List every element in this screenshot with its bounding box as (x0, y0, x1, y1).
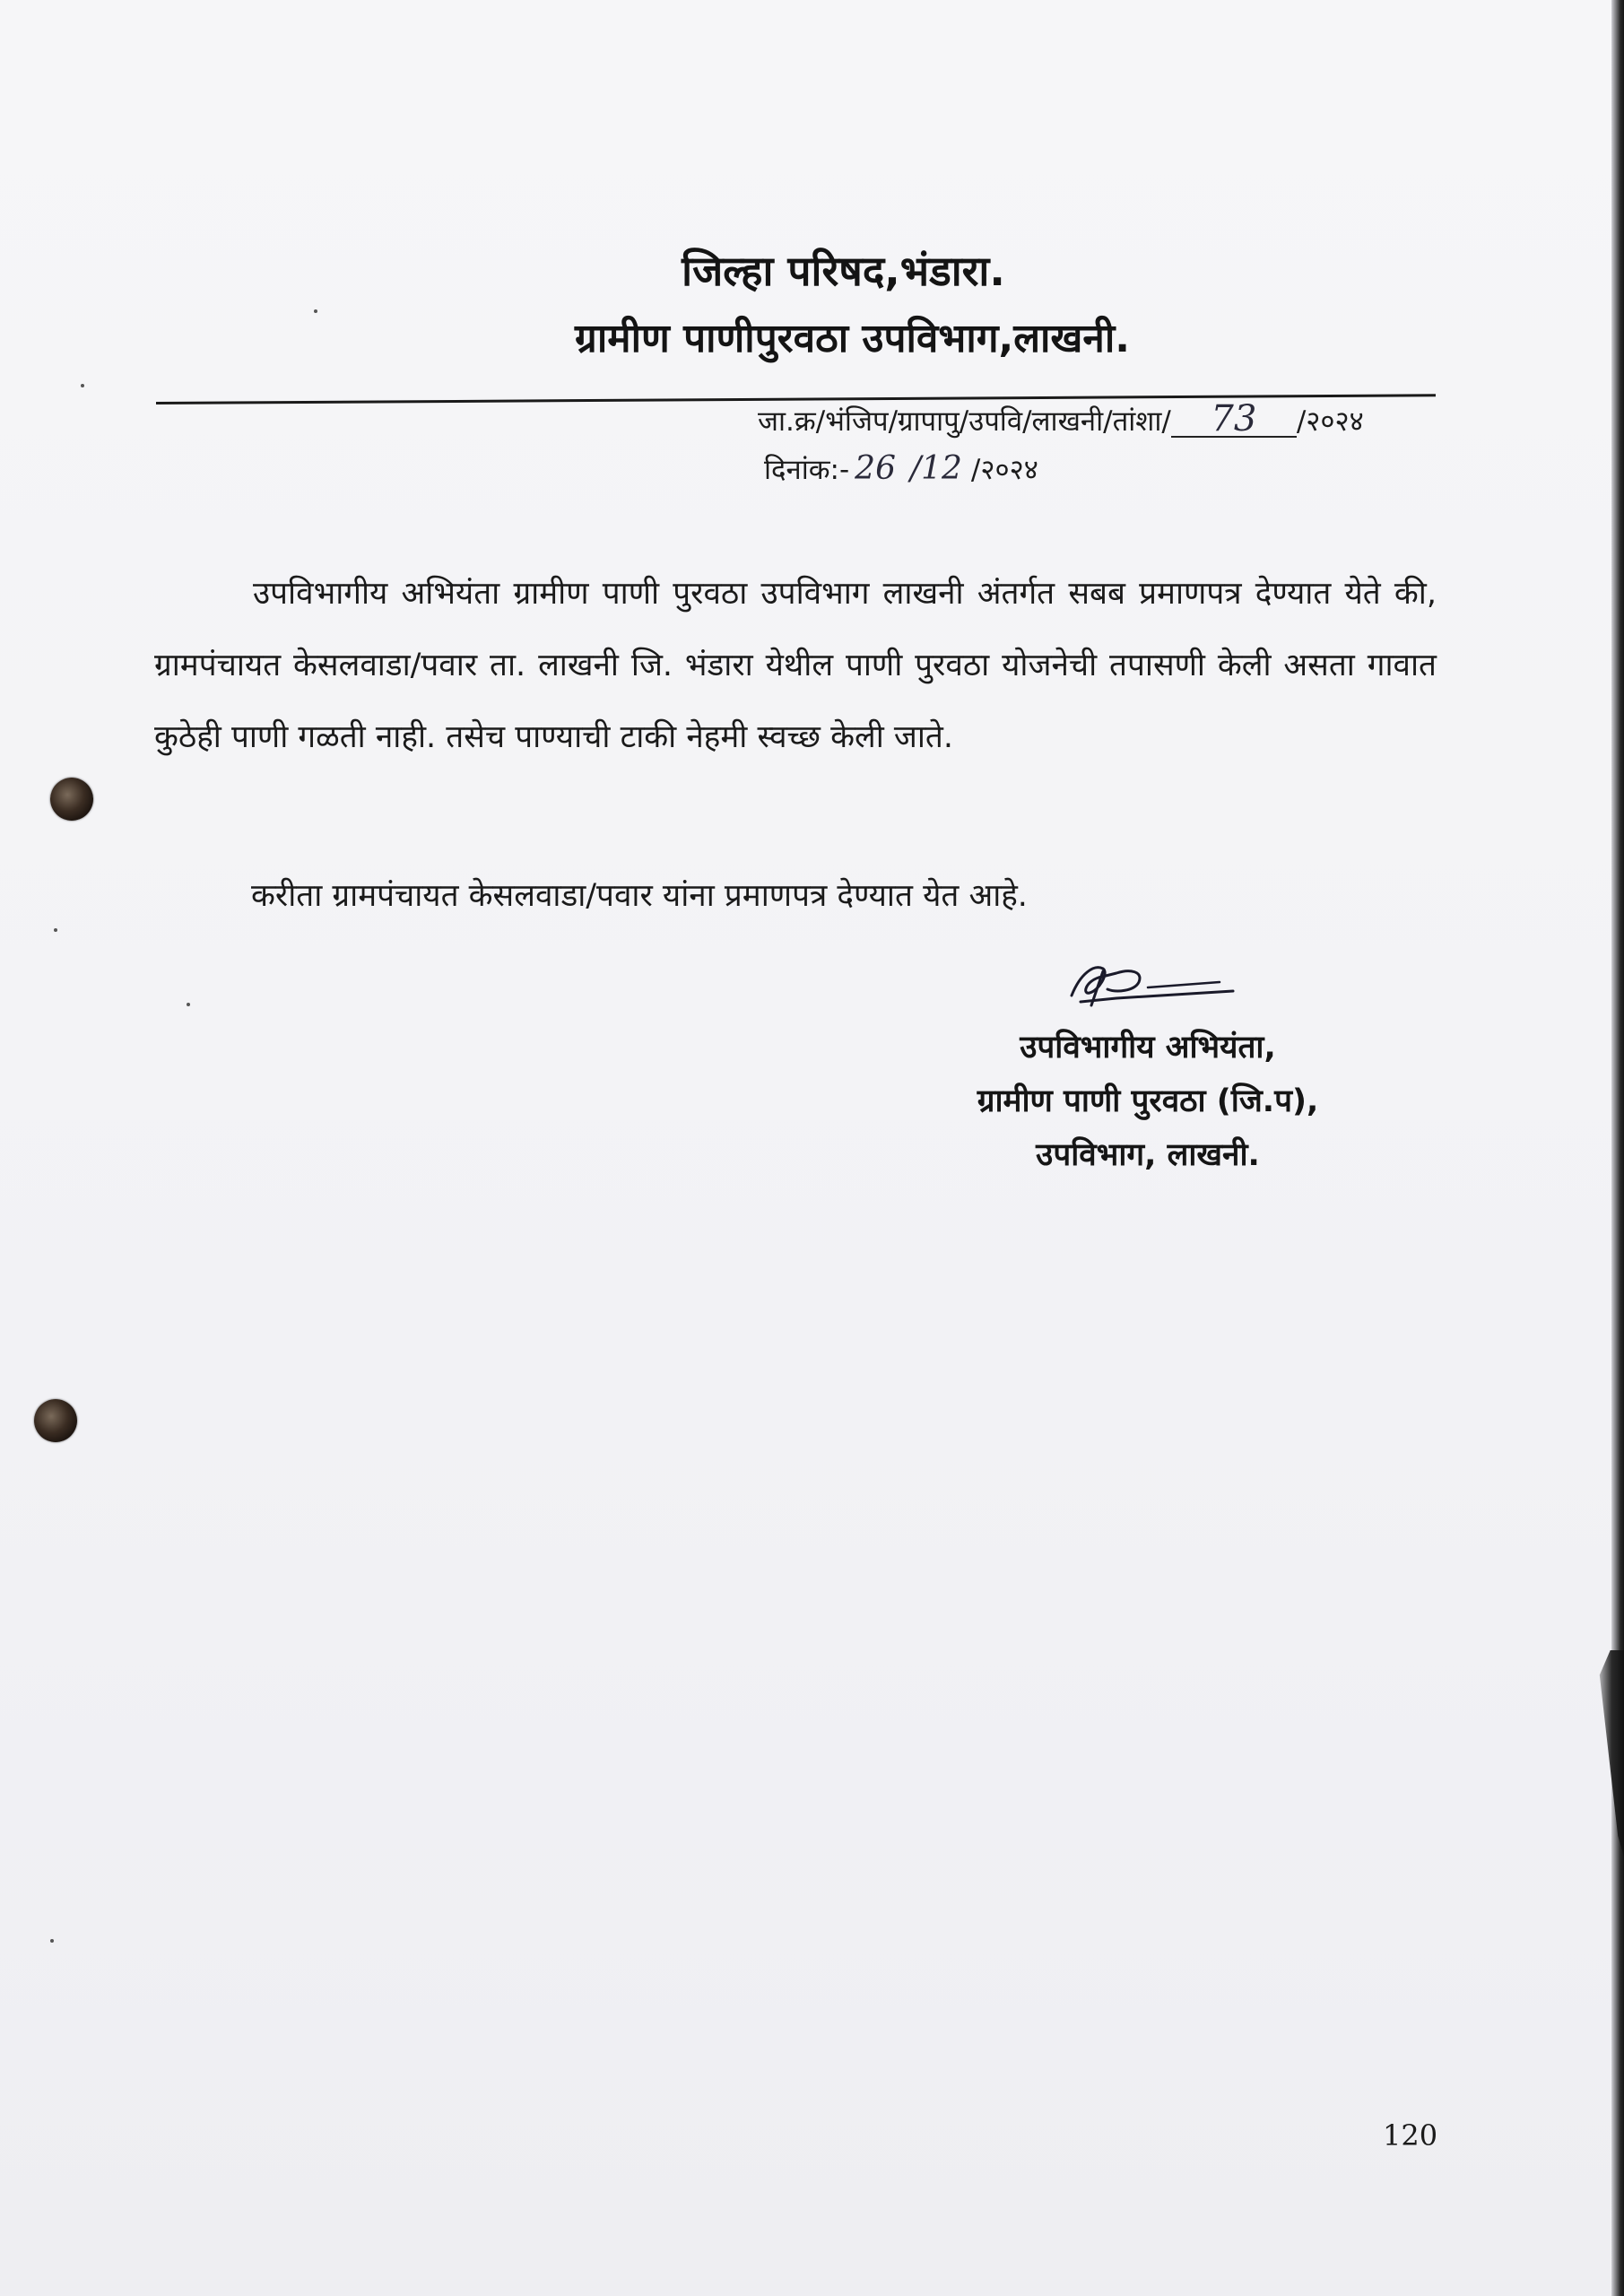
scan-speck (81, 384, 84, 387)
signatory-office: उपविभाग, लाखनी. (1036, 1137, 1260, 1173)
reference-prefix: जा.क्र/भंजिप/ग्रापापु/उपवि/लाखनी/तांशा/ (758, 405, 1171, 438)
body-paragraph-2: करीता ग्रामपंचायत केसलवाडा/पवार यांना प्रमाणपत्र देण्यात येत आहे. (251, 878, 1028, 914)
signatory-block (897, 1021, 1399, 1182)
reference-handwritten-number: 73 (1171, 402, 1297, 438)
punch-hole-icon (34, 1399, 77, 1442)
page-number: 120 (1383, 2118, 1438, 2152)
body-paragraph-1: उपविभागीय अभियंता ग्रामीण पाणी पुरवठा उपविभाग लाखनी अंतर्गत सबब प्रमाणपत्र देण्यात येते की, ग्रामपंचायत केसलवाडा/पवार ता. लाखनी जि. भंडारा येथील पाणी पुरवठा योजनेची तपासणी केली असता गावात कुठेही पाणी गळती नाही. तसेच पाण्याची टाकी नेहमी स्वच्छ केली जाते. (154, 576, 1437, 755)
handwritten-signature (1063, 946, 1242, 1018)
date-year: /२०२४ (970, 454, 1038, 486)
date-day: 26 (855, 450, 896, 487)
document-date (764, 450, 1038, 488)
subdivision-title: ग्रामीण पाणीपुरवठा उपविभाग,लाखनी. (575, 316, 1130, 361)
reference-year: /२०२४ (1296, 405, 1364, 438)
office-title: जिल्हा परिषद,भंडारा. (682, 247, 1005, 295)
signatory-department: ग्रामीण पाणी पुरवठा (जि.प), (977, 1083, 1319, 1119)
signatory-designation: उपविभागीय अभियंता, (1020, 1030, 1276, 1065)
date-label: दिनांक:- (764, 454, 850, 486)
scan-speck (50, 1939, 54, 1943)
scan-edge-tab (1594, 1650, 1624, 1857)
punch-hole-icon (50, 778, 93, 821)
reference-number (758, 398, 1364, 439)
date-month: /12 (909, 450, 962, 487)
scan-speck (187, 1003, 190, 1006)
scan-speck (54, 928, 57, 932)
